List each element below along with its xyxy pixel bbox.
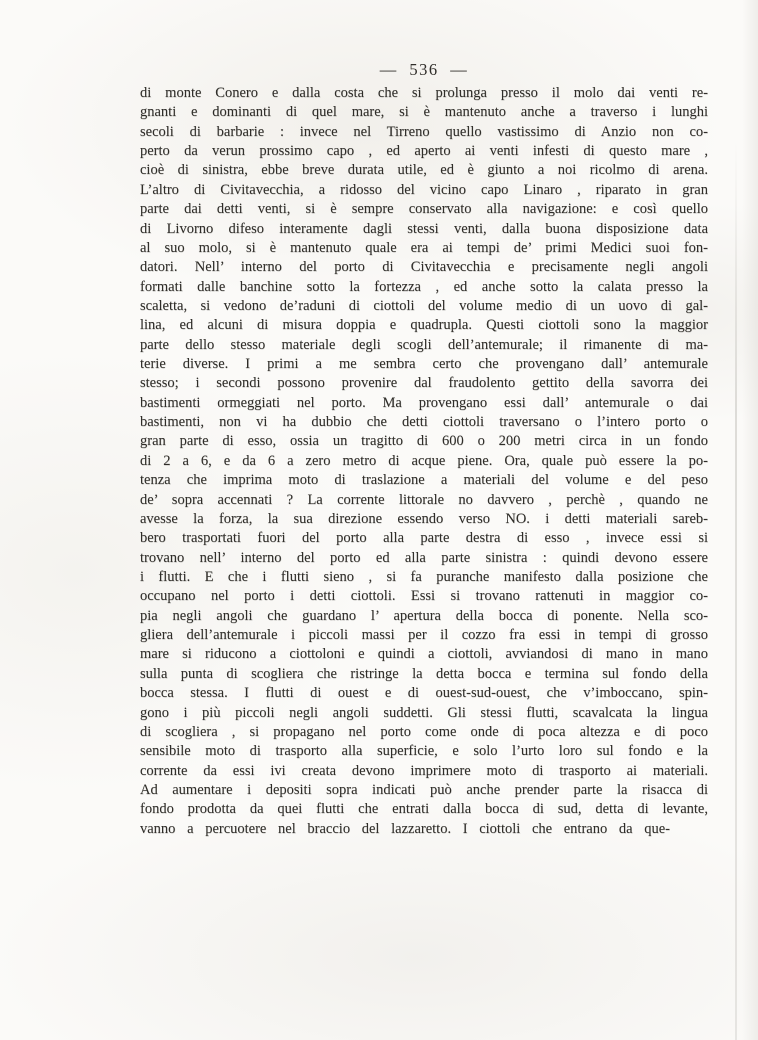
text-line: L’altro di Civitavecchia, a ridosso del vicino capo Linaro , riparato in gran — [140, 181, 708, 198]
text-line: terie diverse. I primi a me sembra certo che provengano dall’ antemurale — [140, 356, 708, 373]
text-line: parte dello stesso materiale degli scogli dell’antemurale; il rimanente di ma- — [140, 336, 708, 353]
text-line: di Livorno difeso interamente dagli stessi venti, dalla buona disposizione data — [140, 220, 708, 237]
text-line: di 2 a 6, e da 6 a zero metro di acque piene. Ora, quale può essere la po- — [140, 452, 708, 469]
text-line: di monte Conero e dalla costa che si prolunga presso il molo dai venti re- — [140, 85, 708, 101]
text-line: i flutti. E che i flutti sieno , si fa puranche manifesto dalla posizione che — [140, 568, 708, 585]
text-line: lina, ed alcuni di misura doppia e quadrupla. Questi ciottoli sono la maggior — [140, 317, 708, 334]
scan-edge-line — [735, 140, 737, 1040]
text-line: mare si riducono a ciottoloni e quindi a ciottoli, avviandosi di mano in mano — [140, 646, 708, 663]
text-line: cioè di sinistra, ebbe breve durata utile, ed è giunto a noi ricolmo di arena. — [140, 162, 708, 179]
text-line: Ad aumentare i depositi sopra indicati può anche prender parte la risacca di — [140, 781, 708, 798]
text-line: di scogliera , si propagano nel porto come onde di poca altezza e di poco — [140, 723, 708, 740]
text-line: bero trasportati fuori del porto alla parte destra di esso , invece essi si — [140, 530, 708, 547]
text-line: gono i più piccoli negli angoli suddetti. Gli stessi flutti, scavalcata la lingua — [140, 704, 708, 721]
text-line: tenza che imprima moto di traslazione a materiali del volume e del peso — [140, 472, 708, 489]
text-line: sensibile moto di trasporto alla superficie, e solo l’urto loro sul fondo e la — [140, 743, 708, 760]
text-line: scaletta, si vedono de’raduni di ciottoli del volume medio di un uovo di gal- — [140, 297, 708, 314]
text-line: al suo molo, si è mantenuto quale era ai tempi de’ primi Medici suoi fon- — [140, 239, 708, 256]
text-line: perto da verun prossimo capo , ed aperto ai venti infesti di questo mare , — [140, 143, 708, 160]
text-line: bocca stessa. I flutti di ouest e di ouest-sud-ouest, che v’imboccano, spin- — [140, 685, 708, 702]
text-line: vanno a percuotere nel braccio del lazzaretto. I ciottoli che entrano da que- — [140, 820, 670, 837]
text-line: fondo prodotta da quei flutti che entrati dalla bocca di sud, detta di levante, — [140, 801, 708, 818]
text-line: datori. Nell’ interno del porto di Civitavecchia e precisamente negli angoli — [140, 259, 708, 276]
text-line: pia negli angoli che guardano l’ apertura della bocca di ponente. Nella sco- — [140, 607, 708, 624]
text-line: de’ sopra accennati ? La corrente littorale no davvero , perchè , quando ne — [140, 491, 708, 508]
text-line: secoli di barbarie : invece nel Tirreno quello vastissimo di Anzio non co- — [140, 123, 708, 140]
text-line: formati dalle banchine sotto la fortezza , ed anche sotto la calata presso la — [140, 278, 708, 295]
body-text — [140, 84, 708, 839]
text-line: stesso; i secondi possono provenire dal fraudolento gettito della savorra dei — [140, 375, 708, 392]
page-number: — 536 — — [379, 60, 469, 79]
text-line: gnanti e dominanti di quel mare, si è mantenuto anche a traverso i lunghi — [140, 104, 708, 121]
text-line: bastimenti ormeggiati nel porto. Ma provengano essi dall’ antemurale o dai — [140, 394, 708, 411]
text-line: corrente da essi ivi creata devono imprimere moto di trasporto ai materiali. — [140, 762, 708, 779]
text-line: bastimenti, non vi ha dubbio che detti ciottoli traversano o l’intero porto o — [140, 414, 708, 431]
text-line: gran parte di esso, ossia un tragitto di 600 o 200 metri circa in un fondo — [140, 433, 708, 450]
scan-edge-shade — [742, 0, 758, 1040]
text-line: sulla punta di scogliera che ristringe la detta bocca e termina sul fondo della — [140, 665, 708, 682]
text-line: trovano nell’ interno del porto ed alla parte sinistra : quindi devono essere — [140, 549, 708, 566]
text-line: avesse la forza, la sua direzione essendo verso NO. i detti materiali sareb- — [140, 510, 708, 527]
text-line: gliera dell’antemurale i piccoli massi per il cozzo fra essi in tempi di grosso — [140, 627, 708, 644]
text-line: occupano nel porto i detti ciottoli. Essi si trovano rattenuti in maggior co- — [140, 588, 708, 605]
text-line: parte dai detti venti, si è sempre conservato alla navigazione: e così quello — [140, 201, 708, 218]
